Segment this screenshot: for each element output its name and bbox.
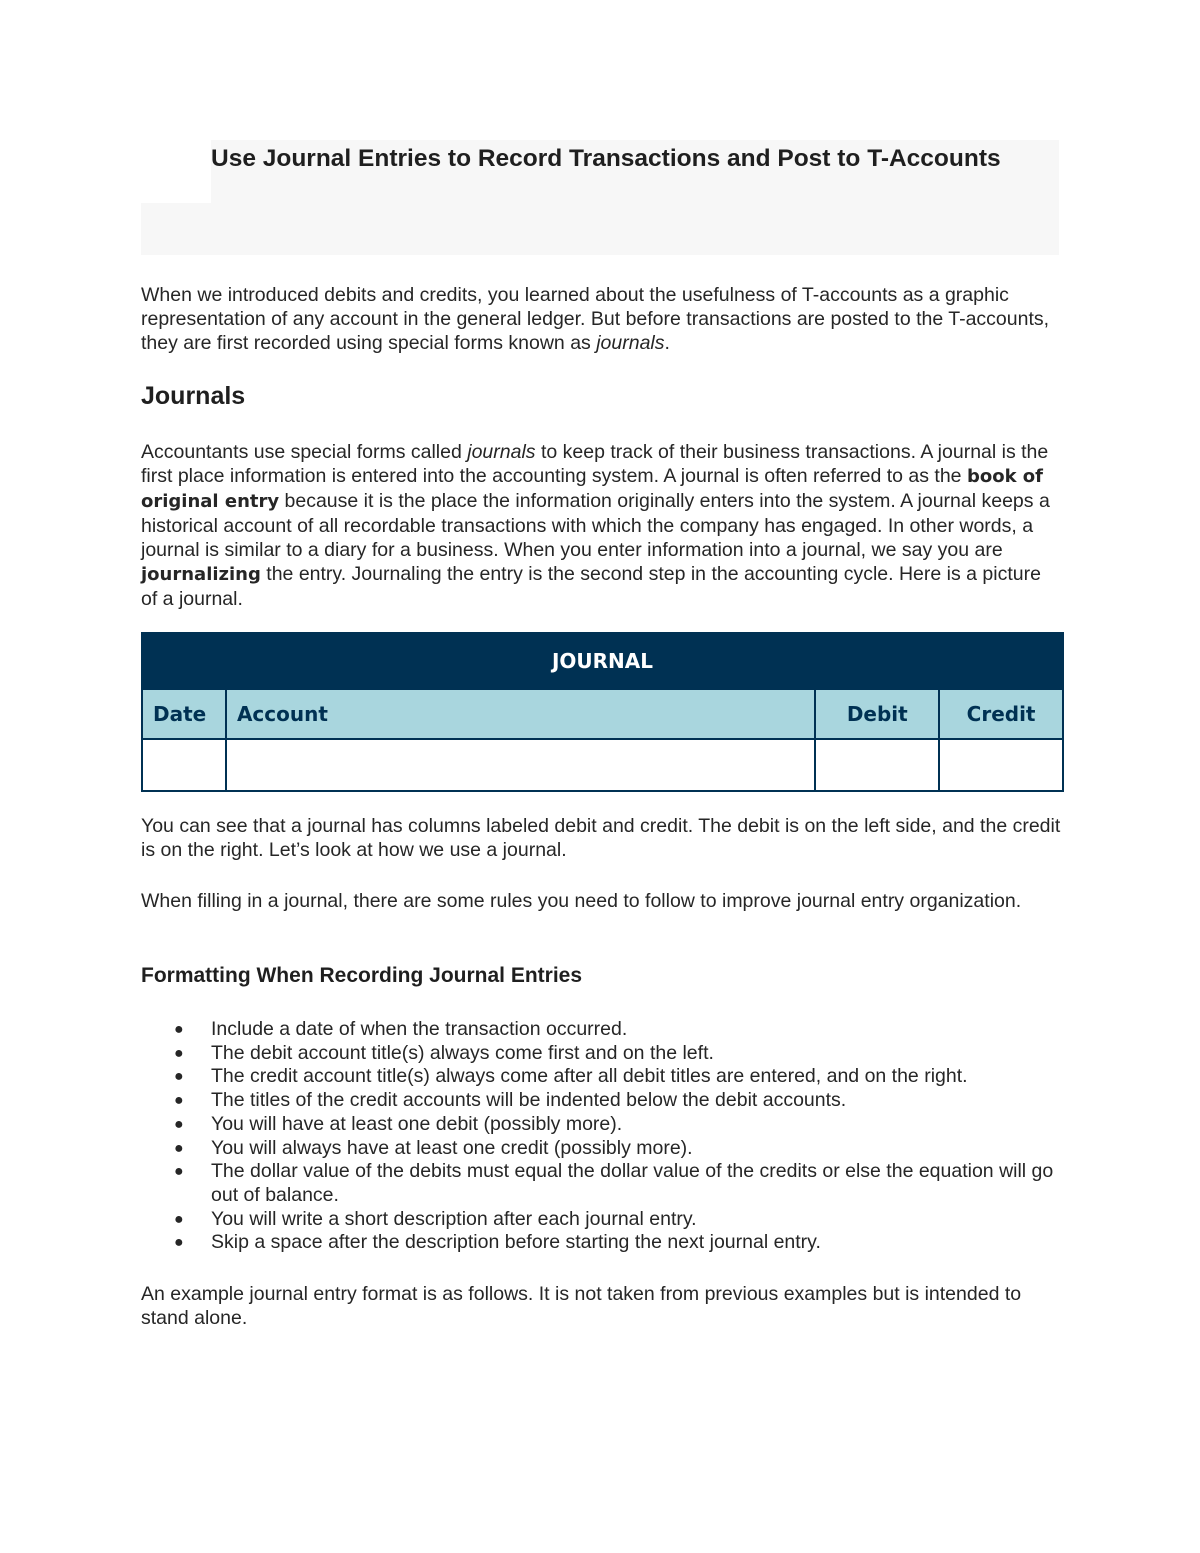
bullet-icon: ● [174, 1044, 184, 1062]
page-title: Use Journal Entries to Record Transactions and Post to T-Accounts [211, 145, 1001, 172]
journal-cell-credit [939, 739, 1063, 791]
list-item [141, 1018, 1063, 1042]
intro-period: . [664, 332, 670, 354]
formatting-rules-list [141, 1018, 1063, 1255]
list-item [141, 1042, 1063, 1066]
bullet-icon: ● [174, 1210, 184, 1228]
journals-text-2: to keep track of their business transactions. A journal is the first place information is entered into the accounting system. A journal is often referred to as the [141, 441, 1049, 487]
after-table-paragraph-2: When filling in a journal, there are some rules you need to follow to improve journal entry organization. [141, 890, 1022, 912]
list-item [141, 1231, 1063, 1255]
list-item-text: You will have at least one debit (possibly more). [211, 1112, 623, 1135]
bullet-icon: ● [174, 1234, 184, 1252]
journals-text-3: because it is the place the information originally enters into the system. A journal keeps a historical account of all recordable transactions with which the company has engaged. In other words, a journal is similar to a diary for a business. When you enter information into a journal, we say you are [141, 490, 1050, 561]
list-item [141, 1113, 1063, 1137]
intro-text: When we introduced debits and credits, you learned about the usefulness of T-accounts as a graphic representation of any account in the general ledger. But before transactions are posted to the T-accounts, they are first recorded using special forms known as [141, 284, 1050, 354]
bullet-icon: ● [174, 1092, 184, 1110]
intro-italic-term: journals [596, 332, 665, 354]
intro-paragraph [141, 283, 1061, 355]
list-item [141, 1208, 1063, 1232]
journal-col-date: Date [142, 689, 226, 739]
list-item-text: Include a date of when the transaction occurred. [211, 1018, 628, 1040]
list-item-text: The dollar value of the debits must equal the dollar value of the credits or else the equation will go out of balance. [211, 1160, 1054, 1206]
closing-paragraph: An example journal entry format is as follows. It is not taken from previous examples but is intended to stand alone. [141, 1283, 1022, 1329]
bullet-icon: ● [174, 1139, 184, 1157]
title-banner-notch [141, 140, 211, 203]
journals-text-1: Accountants use special forms called [141, 441, 468, 463]
list-item-text: You will always have at least one credit (possibly more). [211, 1136, 693, 1159]
list-item [141, 1065, 1063, 1089]
journals-italic-term: journals [467, 441, 536, 463]
journal-table [141, 632, 1064, 792]
list-item [141, 1137, 1063, 1161]
list-item [141, 1089, 1063, 1113]
journal-cell-account [226, 739, 815, 791]
journal-cell-date [142, 739, 226, 791]
journal-cell-debit [815, 739, 939, 791]
title-banner [141, 140, 1059, 255]
journal-table-title: JOURNAL [142, 633, 1063, 689]
journal-col-account: Account [226, 689, 815, 739]
bullet-icon: ● [174, 1068, 184, 1086]
after-table-paragraph-1: You can see that a journal has columns labeled debit and credit. The debit is on the left side, and the credit is on the right. Let’s look at how we use a journal. [141, 815, 1061, 861]
bullet-icon: ● [174, 1115, 184, 1133]
list-item-text: The credit account title(s) always come after all debit titles are entered, and on the right. [211, 1065, 968, 1088]
journals-paragraph [141, 440, 1061, 611]
book-of-original-entry-term: book of original entry [141, 466, 1044, 512]
bullet-icon: ● [174, 1021, 184, 1038]
list-item-text: You will write a short description after each journal entry. [211, 1207, 697, 1230]
formatting-heading: Formatting When Recording Journal Entries [141, 964, 583, 987]
list-item-text: The titles of the credit accounts will be indented below the debit accounts. [211, 1089, 847, 1112]
list-item-text: Skip a space after the description before starting the next journal entry. [211, 1231, 821, 1254]
journal-col-credit: Credit [939, 689, 1063, 739]
journalizing-term: journalizing [141, 564, 261, 585]
journals-text-4: the entry. Journaling the entry is the second step in the accounting cycle. Here is a picture of a journal. [141, 563, 1041, 610]
journals-heading: Journals [141, 382, 246, 410]
list-item [141, 1160, 1063, 1207]
list-item-text: The debit account title(s) always come first and on the left. [211, 1041, 714, 1064]
bullet-icon: ● [174, 1163, 184, 1181]
journal-col-debit: Debit [815, 689, 939, 739]
